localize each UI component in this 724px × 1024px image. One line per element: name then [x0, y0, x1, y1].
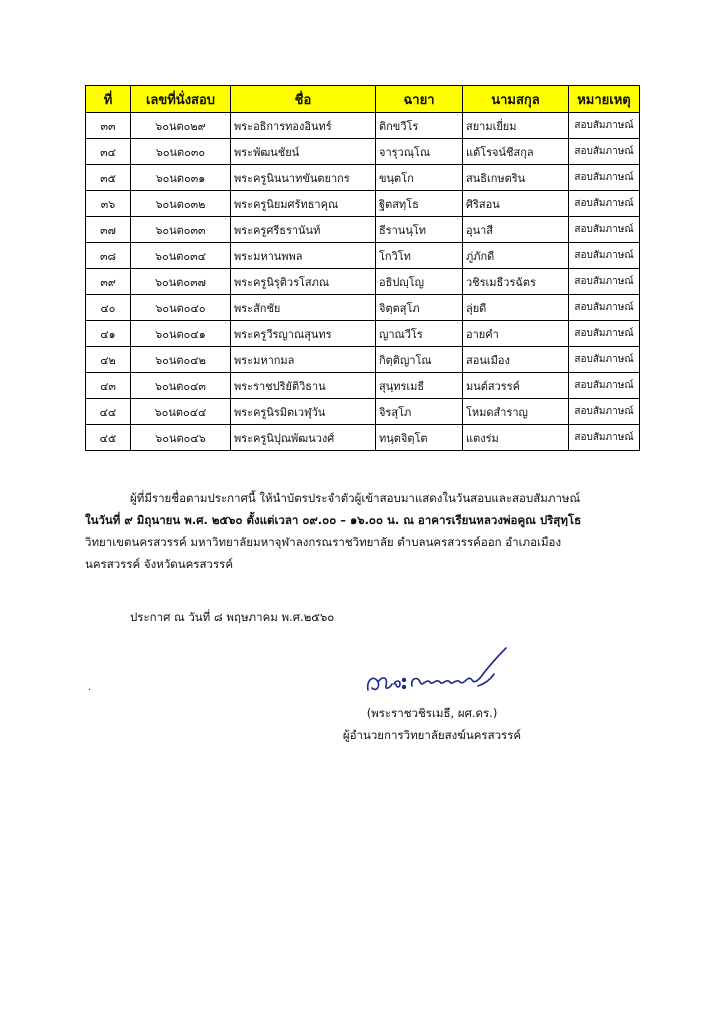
- cell-note: สอบสัมภาษณ์: [569, 373, 640, 399]
- signature-image: [360, 640, 520, 705]
- cell-no: ๔๐: [86, 295, 131, 321]
- cell-note: สอบสัมภาษณ์: [569, 399, 640, 425]
- cell-seat-number: ๖๐นต๐๓๒: [131, 191, 231, 217]
- cell-no: ๓๔: [86, 139, 131, 165]
- cell-no: ๔๔: [86, 399, 131, 425]
- cell-name: พระมหากมล: [231, 347, 376, 373]
- cell-no: ๔๑: [86, 321, 131, 347]
- cell-name: พระครูนิรุติวรโสภณ: [231, 269, 376, 295]
- table-row: [86, 165, 640, 191]
- header-seat-number: เลขที่นั่งสอบ: [131, 86, 231, 113]
- cell-seat-number: ๖๐นต๐๓๗: [131, 269, 231, 295]
- table-row: [86, 373, 640, 399]
- table-header: [86, 86, 640, 113]
- cell-name: พระอธิการทองอินทร์: [231, 113, 376, 139]
- cell-surname: สนธิเกษตริน: [463, 165, 569, 191]
- table-row: [86, 113, 640, 139]
- cell-alias: ทนฺตจิตฺโต: [376, 425, 463, 451]
- cell-no: ๓๘: [86, 243, 131, 269]
- cell-name: พระพัฒนชัยน์: [231, 139, 376, 165]
- cell-name: พระครูนิรมิตเวฬุวัน: [231, 399, 376, 425]
- cell-seat-number: ๖๐นต๐๔๓: [131, 373, 231, 399]
- table-row: [86, 139, 640, 165]
- cell-name: พระครูวีรญาณสุนทร: [231, 321, 376, 347]
- cell-alias: ธีรานนฺโท: [376, 217, 463, 243]
- header-note: หมายเหตุ: [569, 86, 640, 113]
- cell-surname: แตงร่ม: [463, 425, 569, 451]
- cell-seat-number: ๖๐นต๐๔๖: [131, 425, 231, 451]
- notice-line-2: ในวันที่ ๙ มิถุนายน พ.ศ. ๒๕๖๐ ตั้งแต่เวลา ๐๙.๐๐ – ๑๖.๐๐ น. ณ อาคารเรียนหลวงพ่อคูณ ปริสุทฺโธ: [85, 513, 582, 527]
- exam-roster-table-wrapper: [85, 85, 639, 451]
- cell-surname: ศิริสอน: [463, 191, 569, 217]
- cell-surname: สยามเยี่ยม: [463, 113, 569, 139]
- cell-surname: มนต์สวรรค์: [463, 373, 569, 399]
- cell-name: พระครูนิปุณพัฒนวงศ์: [231, 425, 376, 451]
- cell-no: ๓๓: [86, 113, 131, 139]
- cell-seat-number: ๖๐นต๐๔๐: [131, 295, 231, 321]
- cell-alias: จิตฺตสุโภ: [376, 295, 463, 321]
- notice-line-1: ผู้ที่มีรายชื่อตามประกาศนี้ ให้นำบัตรประจำตัวผู้เข้าสอบมาแสดงในวันสอบและสอบสัมภาษณ์: [130, 491, 581, 505]
- cell-no: ๔๒: [86, 347, 131, 373]
- cell-seat-number: ๖๐นต๐๓๐: [131, 139, 231, 165]
- cell-no: ๔๕: [86, 425, 131, 451]
- cell-no: ๓๕: [86, 165, 131, 191]
- cell-note: สอบสัมภาษณ์: [569, 139, 640, 165]
- cell-alias: สุนฺทรเมธี: [376, 373, 463, 399]
- cell-seat-number: ๖๐นต๐๔๒: [131, 347, 231, 373]
- announcement-date: ประกาศ ณ วันที่ ๘ พฤษภาคม พ.ศ.๒๕๖๐: [130, 610, 335, 624]
- cell-surname: สอนเมือง: [463, 347, 569, 373]
- cell-seat-number: ๖๐นต๐๓๔: [131, 243, 231, 269]
- cell-alias: ขนฺตโก: [376, 165, 463, 191]
- table-row: [86, 191, 640, 217]
- cell-note: สอบสัมภาษณ์: [569, 165, 640, 191]
- cell-seat-number: ๖๐นต๐๓๓: [131, 217, 231, 243]
- exam-roster-table: [85, 85, 640, 451]
- cell-alias: จารุวณฺโณ: [376, 139, 463, 165]
- table-row: [86, 269, 640, 295]
- cell-name: พระสักชัย: [231, 295, 376, 321]
- header-name: ชื่อ: [231, 86, 376, 113]
- table-row: [86, 217, 640, 243]
- notice-line-4: นครสวรรค์ จังหวัดนครสวรรค์: [85, 557, 234, 571]
- table-row: [86, 321, 640, 347]
- stray-mark: .: [88, 682, 92, 693]
- cell-no: ๓๗: [86, 217, 131, 243]
- cell-alias: ญาณวีโร: [376, 321, 463, 347]
- cell-alias: ฐิตสทฺโธ: [376, 191, 463, 217]
- cell-surname: ภู่ภักดี: [463, 243, 569, 269]
- cell-name: พระครูนินนาทขันตยากร: [231, 165, 376, 191]
- cell-surname: ลุ่ยดี: [463, 295, 569, 321]
- table-row: [86, 243, 640, 269]
- cell-alias: อธิปญฺโญ: [376, 269, 463, 295]
- cell-surname: อุนาสี: [463, 217, 569, 243]
- header-alias: ฉายา: [376, 86, 463, 113]
- table-row: [86, 399, 640, 425]
- table-row: [86, 295, 640, 321]
- cell-name: พระครูนิยมศรัทธาคุณ: [231, 191, 376, 217]
- header-row: [86, 86, 640, 113]
- cell-note: สอบสัมภาษณ์: [569, 425, 640, 451]
- signer-name: (พระราชวชิรเมธี, ผศ.ดร.): [366, 706, 498, 720]
- header-no: ที่: [86, 86, 131, 113]
- cell-alias: จิรสุโภ: [376, 399, 463, 425]
- cell-seat-number: ๖๐นต๐๒๙: [131, 113, 231, 139]
- cell-seat-number: ๖๐นต๐๓๑: [131, 165, 231, 191]
- cell-seat-number: ๖๐นต๐๔๑: [131, 321, 231, 347]
- cell-no: ๔๓: [86, 373, 131, 399]
- notice-paragraph: [85, 487, 641, 575]
- cell-name: พระมหานพพล: [231, 243, 376, 269]
- cell-no: ๓๙: [86, 269, 131, 295]
- notice-line-3: วิทยาเขตนครสวรรค์ มหาวิทยาลัยมหาจุฬาลงกรณราชวิทยาลัย ตำบลนครสวรรค์ออก อำเภอเมือง: [85, 535, 562, 549]
- cell-note: สอบสัมภาษณ์: [569, 347, 640, 373]
- table-row: [86, 425, 640, 451]
- cell-note: สอบสัมภาษณ์: [569, 217, 640, 243]
- table-body: [86, 113, 640, 451]
- cell-note: สอบสัมภาษณ์: [569, 269, 640, 295]
- cell-surname: อายคำ: [463, 321, 569, 347]
- cell-alias: โกวิโท: [376, 243, 463, 269]
- cell-no: ๓๖: [86, 191, 131, 217]
- cell-surname: วชิรเมธีวรฉัตร: [463, 269, 569, 295]
- cell-alias: ติกขวีโร: [376, 113, 463, 139]
- header-surname: นามสกุล: [463, 86, 569, 113]
- cell-note: สอบสัมภาษณ์: [569, 295, 640, 321]
- cell-note: สอบสัมภาษณ์: [569, 321, 640, 347]
- cell-name: พระราชปริยัติวิธาน: [231, 373, 376, 399]
- cell-surname: โหมดสำราญ: [463, 399, 569, 425]
- table-row: [86, 347, 640, 373]
- cell-note: สอบสัมภาษณ์: [569, 113, 640, 139]
- cell-alias: กิตฺติญาโณ: [376, 347, 463, 373]
- cell-surname: แต้โรจน์ชีสกุล: [463, 139, 569, 165]
- cell-note: สอบสัมภาษณ์: [569, 243, 640, 269]
- signer-title: ผู้อำนวยการวิทยาลัยสงฆ์นครสวรรค์: [342, 728, 522, 742]
- cell-note: สอบสัมภาษณ์: [569, 191, 640, 217]
- cell-seat-number: ๖๐นต๐๔๔: [131, 399, 231, 425]
- cell-name: พระครูศรีธรานันท์: [231, 217, 376, 243]
